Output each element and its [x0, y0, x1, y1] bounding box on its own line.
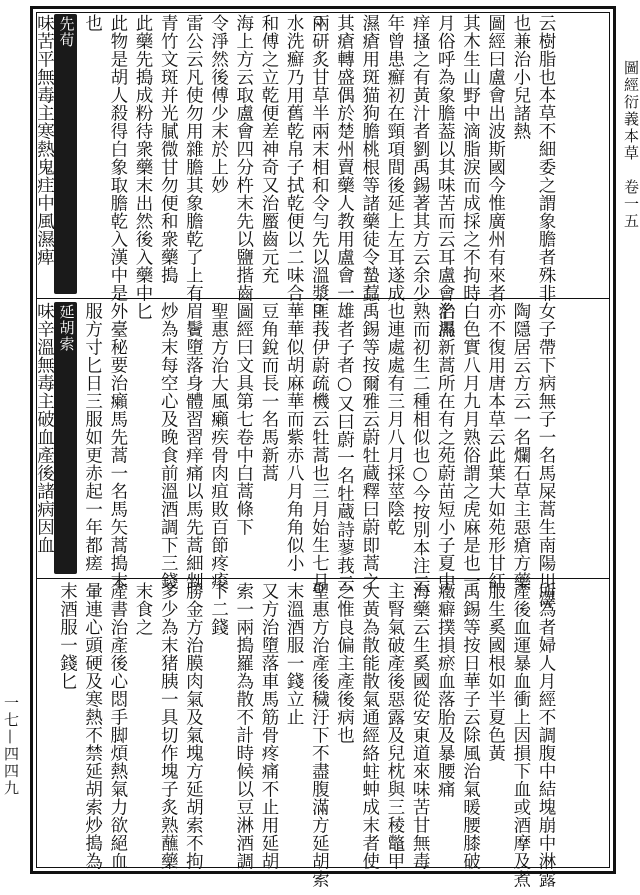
text-column: 亦不復用唐本草云此葉大如苑形甘紅 [485, 302, 506, 590]
text-column: 其瘡轉盛偶於楚州賣藥人教用盧會一 [334, 14, 355, 302]
text-column: 也連處處有三月八月採莖陰乾 [384, 302, 405, 536]
text-column: 雄者子者○又曰蔚一名牡蔵詩蓼莪云 [334, 302, 355, 593]
text-band-middle [34, 302, 556, 608]
page-number-margin: 一七—四四九 [2, 695, 20, 797]
book-title-margin: 圖經衍義本草 卷一五 [622, 60, 640, 230]
text-column: 青竹文斑并光膩微甘勿便和衆藥搗 [158, 14, 179, 284]
text-column: 海藥云生奚國從安東道來味苦甘無毒 [410, 582, 431, 870]
text-column: 陶隱居云方云一名爛石草主惡瘡方藥 [510, 302, 531, 590]
text-column: 云樹脂也本草不細委之謂象膽者殊非 [536, 14, 556, 302]
text-column: 熟而初生二種相似也○今按別本注云 [410, 302, 431, 593]
entry-heading-column [34, 14, 77, 296]
entry-heading-text: 味苦平無毒主寒熱鬼疰中風濕痺 [34, 14, 55, 266]
text-column: 下二錢 [208, 582, 229, 636]
text-column: 末食之 [133, 582, 153, 636]
text-column: 聖惠方治大風癩疾骨肉疽敗百節疼痠 [208, 302, 229, 590]
text-band-lower [44, 582, 556, 888]
text-column: 多少為末猪胰一具切作塊子炙熟蘸藥 [158, 582, 179, 870]
entry-title-badge: 延胡索 [54, 302, 77, 574]
text-column: 其木生山野中滴脂淚而成採之不拘時 [460, 14, 481, 302]
text-column: 產後血運暴血衝上因損下血或酒摩及煮 [510, 582, 531, 888]
text-column: 末酒服一錢匕 [57, 582, 78, 690]
text-column: 暈連心頭硬及寒熱不禁延胡索炒搗為 [82, 582, 103, 870]
text-column: 濕瘡用斑猫狗膽桃根等諸藥徒令蟄蠚 [359, 14, 380, 302]
entry-heading-column [34, 302, 77, 576]
text-column: 匪莪伊蔚疏機云牡蒿也三月始生七月 [309, 302, 330, 590]
text-column: 眉鬢墮落身體習習痒痛以馬先蒿細剉 [183, 302, 204, 590]
text-column: 禹錫等按爾雅云蔚牡蔵釋曰蔚即蒿之 [359, 302, 380, 590]
text-column: 勝金方治膜肉氣及氣塊方延胡索不拘 [183, 582, 204, 870]
text-column: 名馬新蒿所在有之苑蔚苗短小子夏中 [435, 302, 456, 590]
text-column: 炒為末每空心及晚食前溫酒調下三錢 [158, 302, 179, 590]
text-column: 又方治墮落車馬筋骨疼痛不止用延胡 [258, 582, 279, 870]
text-column: 白色實八月九月熟俗謂之虎麻是也一 [460, 302, 481, 590]
text-column: 此藥先搗成粉待衆藥末出然後入藥中 [133, 14, 153, 302]
text-column: 聖惠方治產後穢汙下不盡腹滿方延胡索 [309, 582, 330, 888]
text-column: 之惟良偏主產後病也 [334, 582, 355, 744]
text-column: 圖經曰文具第七卷中白蒿條下 [233, 302, 254, 536]
text-column: 海上方云取盧會四分杵末先以鹽揩齒 [233, 14, 254, 302]
text-column: 索一兩搗羅為散不計時候以豆淋酒調 [233, 582, 254, 870]
text-column: 大黃為散能散氣通經絡蛀蚛成末者使 [359, 582, 380, 870]
text-column: 產書治產後心悶手脚煩熱氣力欲絕血 [107, 582, 128, 870]
text-column: 圖經曰盧會出波斯國今惟廣州有來者 [485, 14, 506, 302]
text-column: 痒搔之有黃汁者劉禹錫著其方云余少 [410, 14, 431, 302]
text-column: 和傅之立乾便差神奇又治蟨齒元充 [258, 14, 279, 284]
text-column: 癥癖撲損瘀血落胎及暴腰痛 [435, 582, 456, 798]
text-column: 末溫酒服一錢立止 [284, 582, 305, 726]
text-column: 服方寸匕日三服如更赤起一年都瘥 [82, 302, 103, 572]
text-column: 主腎氣破產後惡露及兒枕與三稜鼈甲 [384, 582, 405, 870]
text-column: 禹錫等按日華子云除風治氣暖腰膝破 [460, 582, 481, 870]
text-column: 所為者婦人月經不調腹中結塊崩中淋露 [536, 582, 556, 888]
text-column: 兩研炙甘草半兩末相和令勻先以溫漿 [309, 14, 330, 302]
text-column: 外臺秘要治癩馬先蒿一名馬矢蒿搗末 [107, 302, 128, 590]
text-column: 也兼治小兒諸熱 [510, 14, 531, 140]
text-column: 女子帶下病無子一名馬屎蒿生南陽川澤 [536, 302, 556, 608]
text-column: 華華似胡麻華而紫赤八月角角似小 [284, 302, 305, 572]
entry-title-badge: 先荀 [54, 14, 77, 294]
text-column: 年曾患癬初在頸項間後延上左耳遂成 [384, 14, 405, 302]
entry-heading-text: 味辛溫無毒主破血產後諸病因血 [34, 302, 55, 554]
text-column: 月俗呼為象膽葢以其味苦而云耳盧會治濕 [435, 14, 456, 338]
text-column: 也 [82, 14, 103, 32]
text-column: 服生奚國根如半夏色黃 [485, 582, 506, 762]
text-column: 此物是胡人殺得白象取膽乾入漢中是 [107, 14, 128, 302]
text-column: 豆角銳而長一名馬新蒿 [258, 302, 279, 482]
text-column: 雷公云凡使勿用雜膽其象膽乾了上有 [183, 14, 204, 302]
text-column: 水洗癬乃用舊乾帛子拭乾便以二味合 [284, 14, 305, 302]
text-column: 令淨然後傅少末於上妙 [208, 14, 229, 194]
text-column: 匕 [133, 302, 153, 320]
